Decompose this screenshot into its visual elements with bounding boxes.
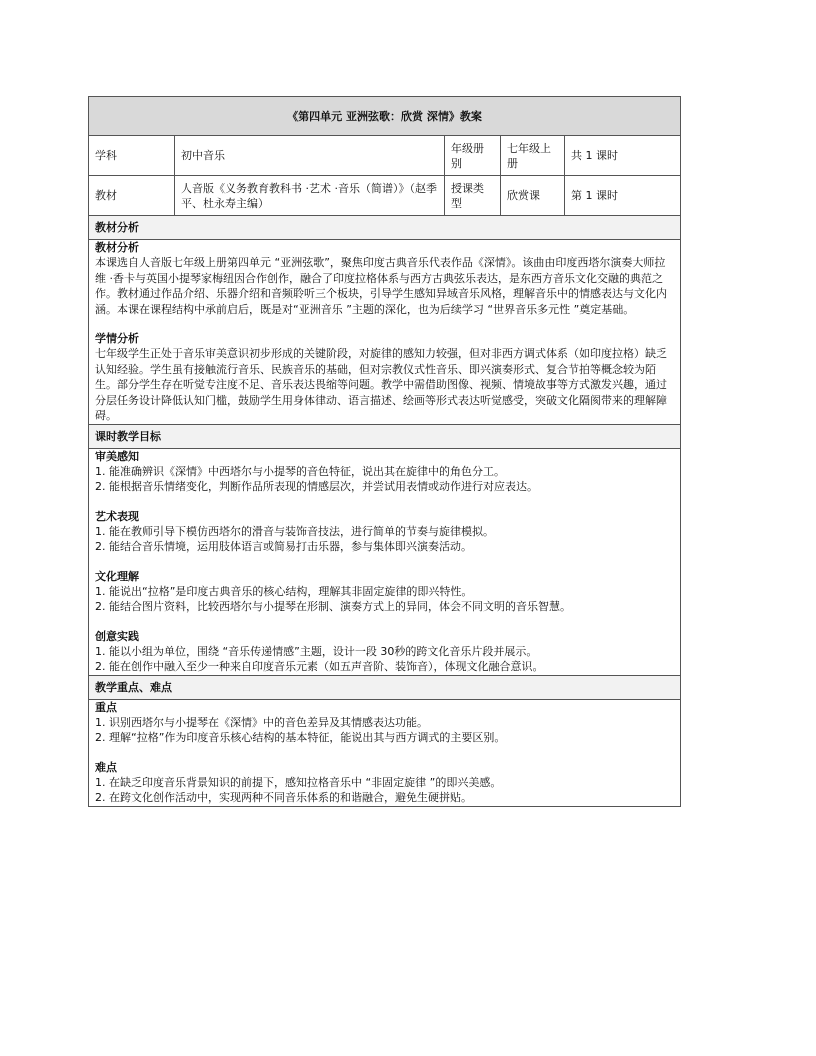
block-subtitle: 审美感知 xyxy=(95,449,139,463)
block-paragraph: 七年级学生正处于音乐审美意识初步形成的关键阶段，对旋律的感知力较强，但对非西方调式体系（如印度拉格）缺乏认知经验。学生虽有接触流行音乐、民族音乐的基础，但对宗教仪式性音乐、即兴演奏形式、复合节拍等概念较为陌生。部分学生存在听觉专注度不足、音乐表达畏缩等问题。教学中需借助图像、视频、情境故事等方式激发兴趣，通过分层任务设计降低认知门槛，鼓励学生用身体律动、语言描述、绘画等形式表达听觉感受，突破文化隔阂带来的理解障碍。 xyxy=(95,347,667,422)
list-item: 1. 能以小组为单位，围绕 “音乐传递情感”主题，设计一段 30秒的跨文化音乐片段并展示。 xyxy=(95,644,538,658)
section-heading: 课时教学目标 xyxy=(89,424,681,448)
section-body xyxy=(89,240,681,425)
type-label: 授课类型 xyxy=(445,176,501,216)
subject-label: 学科 xyxy=(89,136,175,176)
block-subtitle: 重点 xyxy=(95,700,117,714)
list-item: 1. 识别西塔尔与小提琴在《深情》中的音色差异及其情感表达功能。 xyxy=(95,715,428,729)
section-body xyxy=(89,699,681,806)
meta-row-textbook xyxy=(89,176,681,216)
section-heading: 教学重点、难点 xyxy=(89,675,681,699)
section-body xyxy=(89,448,681,675)
type-value: 欣赏课 xyxy=(501,176,565,216)
grade-value: 七年级上册 xyxy=(501,136,565,176)
subject-value: 初中音乐 xyxy=(175,136,445,176)
lesson-value: 第 1 课时 xyxy=(565,176,681,216)
list-item: 2. 理解“拉格”作为印度音乐核心结构的基本特征，能说出其与西方调式的主要区别。 xyxy=(95,731,506,744)
hours-value: 共 1 课时 xyxy=(565,136,681,176)
page-title: 《第四单元 亚洲弦歌：欣赏 深情》教案 xyxy=(89,97,681,136)
textbook-label: 教材 xyxy=(89,176,175,216)
block-paragraph: 本课选自人音版七年级上册第四单元 “亚洲弦歌”，聚焦印度古典音乐代表作品《深情》。该曲由印度西塔尔演奏大师拉维 ·香卡与英国小提琴家梅纽因合作创作，融合了印度拉格体系与西方古典弦乐表达，是东西方音乐文化交融的典范之作。教材通过作品介绍、乐器介绍和音频聆听三个板块，引导学生感知异域音乐风格，理解音乐中的情感表达与文化内涵。本课在课程结构中承前启后，既是对“亚洲音乐 ”主题的深化，也为后续学习 “世界音乐多元性 ”奠定基础。 xyxy=(95,256,667,316)
lesson-plan-table xyxy=(88,96,681,807)
list-item: 2. 能结合音乐情境，运用肢体语言或简易打击乐器，参与集体即兴演奏活动。 xyxy=(95,540,472,553)
list-item: 1. 能说出“拉格”是印度古典音乐的核心结构，理解其非固定旋律的即兴特性。 xyxy=(95,584,473,598)
grade-label: 年级册别 xyxy=(445,136,501,176)
block-subtitle: 文化理解 xyxy=(95,569,139,583)
textbook-value: 人音版《义务教育教科书 ·艺术 ·音乐（简谱）》（赵季平、杜永寿主编） xyxy=(175,176,445,216)
list-item: 1. 在缺乏印度音乐背景知识的前提下，感知拉格音乐中 “非固定旋律 ”的即兴美感。 xyxy=(95,775,502,789)
list-item: 1. 能在教师引导下模仿西塔尔的滑音与装饰音技法，进行简单的节奏与旋律模拟。 xyxy=(95,524,494,538)
section-heading: 教材分析 xyxy=(89,216,681,240)
block-subtitle: 学情分析 xyxy=(95,332,139,345)
list-item: 1. 能准确辨识《深情》中西塔尔与小提琴的音色特征，说出其在旋律中的角色分工。 xyxy=(95,464,505,478)
block-subtitle: 创意实践 xyxy=(95,629,139,643)
block-subtitle: 难点 xyxy=(95,760,117,774)
block-subtitle: 教材分析 xyxy=(95,241,139,254)
block-subtitle: 艺术表现 xyxy=(95,509,139,523)
list-item: 2. 能结合图片资料，比较西塔尔与小提琴在形制、演奏方式上的异同，体会不同文明的音乐智慧。 xyxy=(95,600,571,613)
list-item: 2. 能在创作中融入至少一种来自印度音乐元素（如五声音阶、装饰音），体现文化融合意识。 xyxy=(95,660,544,673)
list-item: 2. 能根据音乐情绪变化，判断作品所表现的情感层次，并尝试用表情或动作进行对应表达。 xyxy=(95,480,538,493)
list-item: 2. 在跨文化创作活动中，实现两种不同音乐体系的和谐融合，避免生硬拼贴。 xyxy=(95,791,472,804)
meta-row-subject xyxy=(89,136,681,176)
